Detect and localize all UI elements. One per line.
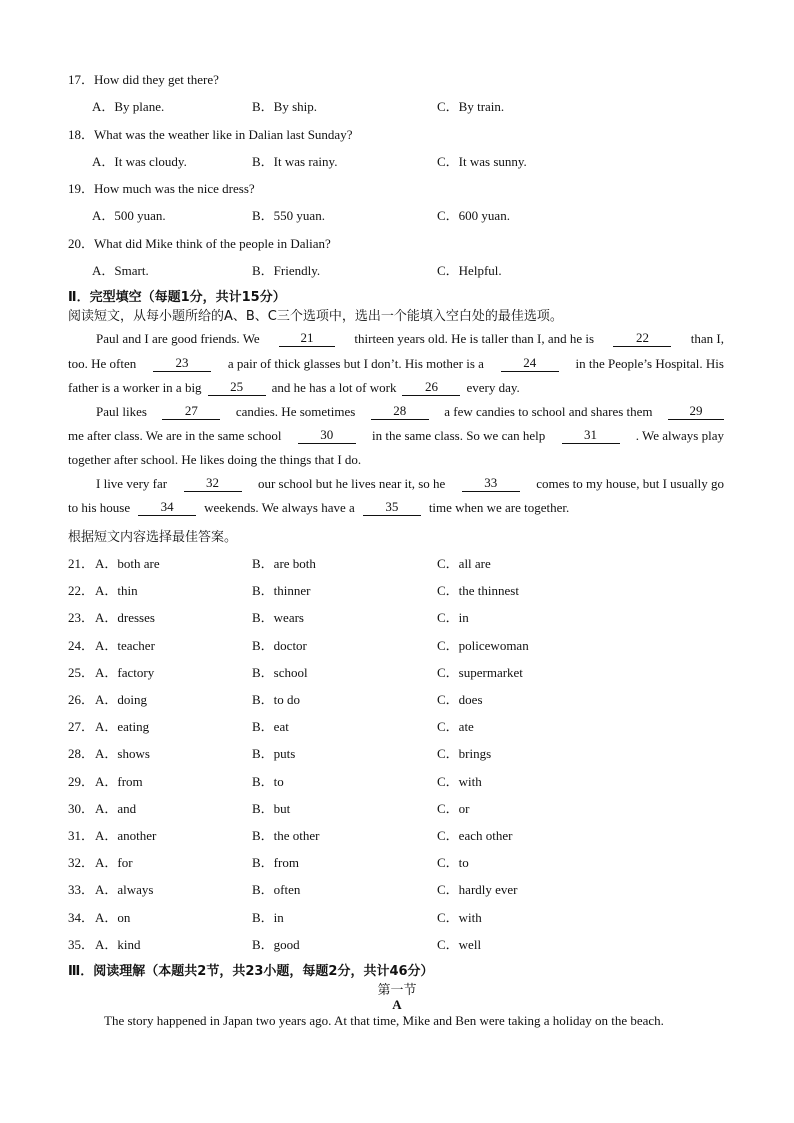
passage-line bbox=[96, 331, 724, 347]
option-a: A．It was cloudy. bbox=[92, 154, 187, 169]
option-c: C．Helpful. bbox=[437, 263, 502, 278]
option-b: B．school bbox=[252, 665, 308, 680]
passage-text: weekends. We always have a bbox=[204, 500, 355, 515]
passage-text: thirteen years old. He is taller than I, and he is bbox=[354, 331, 595, 346]
option-b: B．thinner bbox=[252, 583, 311, 598]
blank-21: 21 bbox=[279, 331, 335, 347]
item-number: 24． bbox=[68, 638, 95, 653]
question-20: 20．What did Mike think of the people in Dalian? bbox=[68, 236, 331, 251]
reading-first-line bbox=[104, 1013, 724, 1029]
option-c: C．the thinnest bbox=[437, 583, 519, 598]
passage-line bbox=[68, 356, 724, 372]
passage-line bbox=[68, 500, 724, 516]
option-c: C．By train. bbox=[437, 99, 505, 114]
passage-text: father is a worker in a big bbox=[68, 380, 202, 395]
option-a: A．for bbox=[95, 855, 133, 870]
option-a: A．eating bbox=[95, 719, 150, 734]
option-b: B．550 yuan. bbox=[252, 208, 325, 223]
item-number: 26． bbox=[68, 692, 95, 707]
option-c: C．brings bbox=[437, 746, 492, 761]
blank-23: 23 bbox=[153, 356, 211, 372]
reading-heading: Ⅲ．阅读理解（本题共2节，共23小题，每题2分，共计46分） bbox=[68, 964, 434, 979]
option-a: A．thin bbox=[95, 583, 138, 598]
option-b: B．Friendly. bbox=[252, 263, 321, 278]
option-c: C．all are bbox=[437, 556, 491, 571]
passage-text: our school but he lives near it, so he bbox=[257, 476, 446, 491]
option-b: B．in bbox=[252, 910, 284, 925]
passage-text: me after class. We are in the same school bbox=[68, 428, 282, 443]
option-a: A．teacher bbox=[95, 638, 155, 653]
option-b: B．but bbox=[252, 801, 291, 816]
cloze-instruction: 阅读短文，从每小题所给的A、B、C三个选项中，选出一个能填入空白处的最佳选项。 bbox=[68, 309, 563, 324]
passage-text: and he has a lot of work bbox=[271, 380, 397, 395]
item-number: 28． bbox=[68, 746, 95, 761]
option-b: B．wears bbox=[252, 610, 304, 625]
passage-text: . We always play bbox=[635, 428, 724, 443]
option-c: C．in bbox=[437, 610, 469, 625]
option-c: C．hardly ever bbox=[437, 882, 518, 897]
option-c: C．to bbox=[437, 855, 469, 870]
passage-label: A bbox=[392, 997, 402, 1012]
option-c: C．600 yuan. bbox=[437, 208, 510, 223]
item-number: 29． bbox=[68, 774, 95, 789]
blank-27: 27 bbox=[162, 404, 220, 420]
option-c: C．well bbox=[437, 937, 482, 952]
option-c: C．with bbox=[437, 774, 482, 789]
option-c: C．ate bbox=[437, 719, 474, 734]
passage-line bbox=[68, 452, 724, 468]
question-17: 17．How did they get there? bbox=[68, 72, 219, 87]
blank-31: 31 bbox=[562, 428, 620, 444]
blank-28: 28 bbox=[371, 404, 429, 420]
passage-text: together after school. He likes doing the things that I do. bbox=[68, 452, 362, 467]
passage-line bbox=[96, 404, 724, 420]
option-a: A．always bbox=[95, 882, 154, 897]
blank-35: 35 bbox=[363, 500, 421, 516]
blank-33: 33 bbox=[462, 476, 520, 492]
option-a: A．dresses bbox=[95, 610, 155, 625]
option-b: B．to bbox=[252, 774, 284, 789]
option-c: C．does bbox=[437, 692, 483, 707]
passage-line bbox=[96, 476, 724, 492]
option-b: B．doctor bbox=[252, 638, 307, 653]
option-c: C．with bbox=[437, 910, 482, 925]
option-a: A．from bbox=[95, 774, 143, 789]
option-b: B．good bbox=[252, 937, 300, 952]
option-c: C．or bbox=[437, 801, 470, 816]
passage-text: in the People’s Hospital. His bbox=[575, 356, 724, 371]
item-number: 30． bbox=[68, 801, 95, 816]
option-b: B．from bbox=[252, 855, 299, 870]
passage-text: The story happened in Japan two years ago. At that time, Mike and Ben were taking a holiday on the beach. bbox=[104, 1013, 664, 1028]
item-number: 35． bbox=[68, 937, 95, 952]
cloze-heading: Ⅱ．完型填空（每题1分，共计15分） bbox=[68, 290, 286, 305]
item-number: 32． bbox=[68, 855, 95, 870]
passage-line bbox=[68, 380, 724, 396]
item-number: 22． bbox=[68, 583, 95, 598]
option-c: C．policewoman bbox=[437, 638, 529, 653]
item-number: 23． bbox=[68, 610, 95, 625]
item-number: 34． bbox=[68, 910, 95, 925]
passage-text: Paul likes bbox=[96, 404, 147, 419]
passage-text: a pair of thick glasses but I don’t. His mother is a bbox=[227, 356, 484, 371]
blank-25: 25 bbox=[208, 380, 266, 396]
passage-text: comes to my house, but I usually go bbox=[536, 476, 724, 491]
option-b: B．the other bbox=[252, 828, 320, 843]
option-a: A．factory bbox=[95, 665, 155, 680]
passage-text: than I, bbox=[690, 331, 724, 346]
option-b: B．It was rainy. bbox=[252, 154, 338, 169]
section-label: 第一节 bbox=[377, 983, 417, 998]
passage-text: in the same class. So we can help bbox=[371, 428, 546, 443]
passage-line bbox=[68, 428, 724, 444]
option-a: A．kind bbox=[95, 937, 141, 952]
passage-text: too. He often bbox=[68, 356, 137, 371]
item-number: 21． bbox=[68, 556, 95, 571]
option-c: C．It was sunny. bbox=[437, 154, 527, 169]
passage-text: to his house bbox=[68, 500, 131, 515]
blank-22: 22 bbox=[613, 331, 671, 347]
question-19: 19．How much was the nice dress? bbox=[68, 181, 255, 196]
item-number: 33． bbox=[68, 882, 95, 897]
passage-text: candies. He sometimes bbox=[235, 404, 356, 419]
option-a: A．Smart. bbox=[92, 263, 149, 278]
option-b: B．are both bbox=[252, 556, 316, 571]
blank-34: 34 bbox=[138, 500, 196, 516]
passage-text: a few candies to school and shares them bbox=[444, 404, 653, 419]
option-b: B．By ship. bbox=[252, 99, 318, 114]
option-a: A．shows bbox=[95, 746, 150, 761]
option-b: B．eat bbox=[252, 719, 289, 734]
option-a: A．By plane. bbox=[92, 99, 165, 114]
option-b: B．often bbox=[252, 882, 301, 897]
question-18: 18．What was the weather like in Dalian last Sunday? bbox=[68, 127, 353, 142]
choose-instruction: 根据短文内容选择最佳答案。 bbox=[68, 530, 238, 545]
option-a: A．both are bbox=[95, 556, 160, 571]
blank-32: 32 bbox=[184, 476, 242, 492]
item-number: 25． bbox=[68, 665, 95, 680]
option-a: A．another bbox=[95, 828, 157, 843]
option-c: C．each other bbox=[437, 828, 513, 843]
blank-26: 26 bbox=[402, 380, 460, 396]
option-a: A．500 yuan. bbox=[92, 208, 166, 223]
option-b: B．to do bbox=[252, 692, 301, 707]
passage-text: time when we are together. bbox=[428, 500, 570, 515]
option-a: A．on bbox=[95, 910, 131, 925]
option-a: A．and bbox=[95, 801, 137, 816]
option-c: C．supermarket bbox=[437, 665, 523, 680]
item-number: 31． bbox=[68, 828, 95, 843]
passage-text: I live very far bbox=[96, 476, 168, 491]
option-a: A．doing bbox=[95, 692, 148, 707]
blank-24: 24 bbox=[501, 356, 559, 372]
passage-text: every day. bbox=[466, 380, 520, 395]
passage-text: Paul and I are good friends. We bbox=[96, 331, 260, 346]
option-b: B．puts bbox=[252, 746, 296, 761]
blank-30: 30 bbox=[298, 428, 356, 444]
item-number: 27． bbox=[68, 719, 95, 734]
blank-29: 29 bbox=[668, 404, 724, 420]
